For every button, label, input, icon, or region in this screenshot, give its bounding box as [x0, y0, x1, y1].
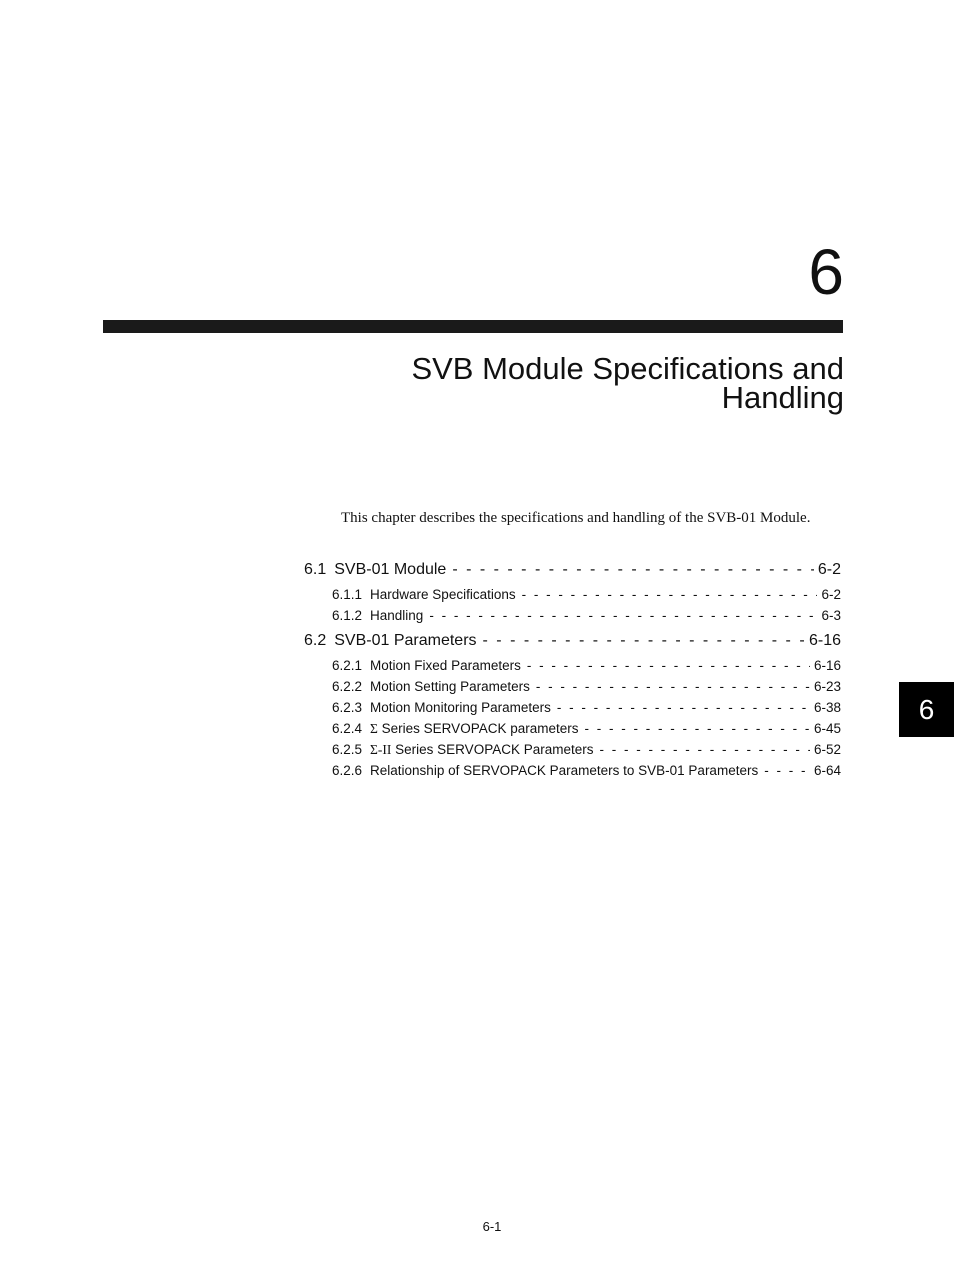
toc-title: Motion Setting Parameters — [370, 679, 530, 694]
table-of-contents — [304, 559, 841, 781]
toc-subsection-6-2-5[interactable] — [304, 739, 841, 760]
toc-page: 6-2 — [817, 561, 841, 578]
toc-number: 6.2.5 — [332, 742, 363, 757]
page-number: 6-1 — [482, 1219, 502, 1234]
toc-title: Motion Fixed Parameters — [370, 658, 521, 673]
chapter-intro: This chapter describes the specifications and handling of the SVB-01 Module. — [341, 510, 811, 526]
toc-subsection-6-2-6[interactable] — [304, 760, 841, 781]
toc-number: 6.2.3 — [332, 700, 363, 715]
toc-section-6-2[interactable] — [304, 630, 841, 652]
toc-number: 6.2.2 — [332, 679, 363, 694]
toc-leader-dots — [584, 718, 809, 739]
toc-page: 6-45 — [813, 721, 841, 736]
toc-subsection-6-2-2[interactable] — [304, 676, 841, 697]
toc-number: 6.2.1 — [332, 658, 363, 673]
toc-number: 6.2 — [304, 632, 327, 649]
toc-page: 6-2 — [821, 587, 841, 602]
toc-subsection-6-1-2[interactable] — [304, 605, 841, 626]
chapter-divider-bar — [103, 320, 843, 333]
toc-leader-dots — [557, 697, 810, 718]
toc-leader-dots — [536, 676, 810, 697]
toc-leader-dots — [452, 559, 814, 581]
toc-page: 6-64 — [813, 763, 841, 778]
toc-subsection-6-1-1[interactable] — [304, 584, 841, 605]
chapter-title-line-1: SVB Module Specifications and — [411, 351, 844, 386]
toc-number: 6.1 — [304, 561, 327, 578]
toc-title: Relationship of SERVOPACK Parameters to SVB-01 Parameters — [370, 763, 759, 778]
toc-subsection-6-2-4[interactable] — [304, 718, 841, 739]
toc-page: 6-16 — [813, 658, 841, 673]
toc-leader-dots — [522, 584, 818, 605]
toc-title: SVB-01 Parameters — [334, 632, 477, 649]
toc-leader-dots — [429, 605, 817, 626]
toc-leader-dots — [527, 655, 810, 676]
chapter-title — [284, 351, 844, 415]
toc-page: 6-52 — [813, 742, 841, 757]
chapter-number: 6 — [808, 236, 844, 308]
toc-title: Hardware Specifications — [370, 587, 516, 602]
toc-title-text: Series SERVOPACK parameters — [381, 721, 579, 736]
toc-leader-dots — [599, 739, 809, 760]
toc-leader-dots — [764, 760, 810, 781]
chapter-title-line-2: Handling — [721, 380, 844, 415]
toc-page: 6-3 — [821, 608, 841, 623]
sigma-ii-symbol: Σ-II — [370, 742, 392, 757]
chapter-thumb-tab: 6 — [899, 682, 954, 737]
toc-page: 6-16 — [808, 632, 841, 649]
toc-title: SVB-01 Module — [334, 561, 447, 578]
toc-title: Motion Monitoring Parameters — [370, 700, 551, 715]
toc-title-text: Series SERVOPACK Parameters — [395, 742, 594, 757]
toc-number: 6.2.6 — [332, 763, 363, 778]
toc-number: 6.1.1 — [332, 587, 363, 602]
toc-page: 6-38 — [813, 700, 841, 715]
sigma-symbol: Σ — [370, 721, 378, 736]
toc-title — [370, 739, 593, 760]
toc-page: 6-23 — [813, 679, 841, 694]
toc-leader-dots — [483, 630, 805, 652]
toc-title — [370, 718, 578, 739]
toc-title: Handling — [370, 608, 424, 623]
toc-number: 6.2.4 — [332, 721, 363, 736]
toc-subsection-6-2-3[interactable] — [304, 697, 841, 718]
toc-section-6-1[interactable] — [304, 559, 841, 581]
toc-subsection-6-2-1[interactable] — [304, 655, 841, 676]
toc-number: 6.1.2 — [332, 608, 363, 623]
